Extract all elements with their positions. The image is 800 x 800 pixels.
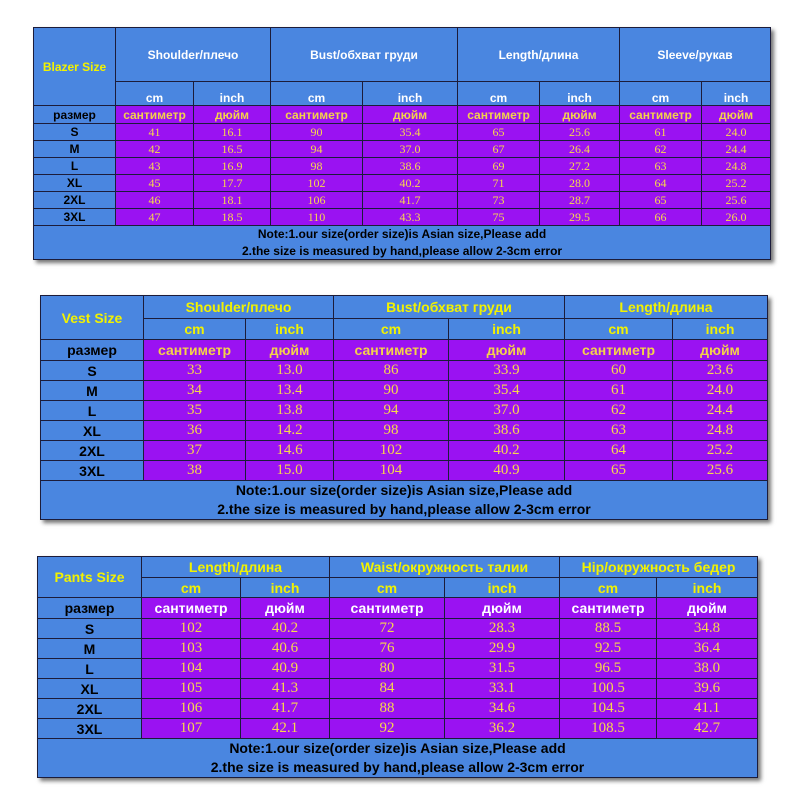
- value-cell: 24.0: [702, 124, 771, 141]
- value-cell: 90: [334, 381, 449, 401]
- unit-inch: inch: [241, 578, 330, 598]
- value-cell: 28.7: [540, 192, 620, 209]
- size-note: [38, 739, 758, 778]
- value-cell: 18.1: [194, 192, 271, 209]
- value-cell: 100.5: [560, 679, 657, 699]
- value-cell: 35: [144, 401, 246, 421]
- unit-cm: cm: [144, 319, 246, 340]
- table-row: [38, 619, 758, 639]
- value-cell: 13.8: [246, 401, 334, 421]
- value-cell: 66: [620, 209, 702, 226]
- value-cell: 26.0: [702, 209, 771, 226]
- size-label: L: [34, 158, 116, 175]
- unit-cm: cm: [334, 319, 449, 340]
- value-cell: 31.5: [445, 659, 560, 679]
- size-note-line-2: 2.the size is measured by hand,please allow 2-3cm error: [217, 501, 591, 517]
- unit-inch: inch: [702, 82, 771, 106]
- value-cell: 98: [271, 158, 363, 175]
- value-cell: 104: [142, 659, 241, 679]
- value-cell: 103: [142, 639, 241, 659]
- native-unit-cm: сантиметр: [144, 340, 246, 361]
- value-cell: 28.0: [540, 175, 620, 192]
- value-cell: 37.0: [449, 401, 565, 421]
- table-row: [41, 361, 768, 381]
- native-unit-cm: сантиметр: [620, 106, 702, 124]
- table-row: [41, 421, 768, 441]
- size-note-line-1: Note:1.our size(order size)is Asian size,Please add: [229, 740, 566, 757]
- param-header-hip: Hip/окружность бедер: [560, 557, 758, 578]
- value-cell: 106: [142, 699, 241, 719]
- native-unit-inch: дюйм: [363, 106, 458, 124]
- value-cell: 80: [330, 659, 445, 679]
- value-cell: 41.7: [241, 699, 330, 719]
- value-cell: 47: [116, 209, 194, 226]
- size-note-line-2: 2.the size is measured by hand,please allow 2-3cm error: [241, 243, 563, 258]
- value-cell: 34: [144, 381, 246, 401]
- table-size-label: Pants Size: [38, 557, 142, 598]
- value-cell: 40.9: [241, 659, 330, 679]
- native-unit-inch: дюйм: [194, 106, 271, 124]
- value-cell: 23.6: [673, 361, 768, 381]
- param-header-length: Length/длина: [458, 28, 620, 82]
- size-label: 3XL: [41, 461, 144, 481]
- pants-size-table: [37, 556, 758, 778]
- size-note-line-2: 2.the size is measured by hand,please allow 2-3cm error: [210, 759, 585, 775]
- native-unit-inch: дюйм: [673, 340, 768, 361]
- native-unit-cm: сантиметр: [560, 598, 657, 619]
- native-unit-cm: сантиметр: [565, 340, 673, 361]
- native-size-label: размер: [34, 106, 116, 124]
- native-size-label: размер: [41, 340, 144, 361]
- value-cell: 41.3: [241, 679, 330, 699]
- unit-cm: cm: [560, 578, 657, 598]
- blazer-data-rows: [34, 124, 771, 226]
- value-cell: 35.4: [363, 124, 458, 141]
- value-cell: 102: [271, 175, 363, 192]
- size-label: 3XL: [34, 209, 116, 226]
- param-header-bust: Bust/обхват груди: [334, 296, 565, 319]
- value-cell: 36.2: [445, 719, 560, 739]
- size-label: S: [41, 361, 144, 381]
- table-row: [41, 381, 768, 401]
- value-cell: 43.3: [363, 209, 458, 226]
- value-cell: 14.2: [246, 421, 334, 441]
- value-cell: 94: [334, 401, 449, 421]
- unit-inch: inch: [194, 82, 271, 106]
- table-row: [34, 124, 771, 141]
- table-row: [41, 441, 768, 461]
- vest-size-table: [40, 295, 768, 520]
- value-cell: 16.1: [194, 124, 271, 141]
- value-cell: 65: [620, 192, 702, 209]
- native-unit-cm: сантиметр: [458, 106, 540, 124]
- value-cell: 41.7: [363, 192, 458, 209]
- size-label: 3XL: [38, 719, 142, 739]
- value-cell: 33.1: [445, 679, 560, 699]
- table-row: [38, 639, 758, 659]
- native-unit-inch: дюйм: [241, 598, 330, 619]
- value-cell: 63: [620, 158, 702, 175]
- value-cell: 25.2: [673, 441, 768, 461]
- value-cell: 42.1: [241, 719, 330, 739]
- value-cell: 24.8: [702, 158, 771, 175]
- param-header-shoulder: Shoulder/плечо: [116, 28, 271, 82]
- value-cell: 37.0: [363, 141, 458, 158]
- param-header-waist: Waist/окружность талии: [330, 557, 560, 578]
- unit-cm: cm: [116, 82, 194, 106]
- value-cell: 29.5: [540, 209, 620, 226]
- value-cell: 33.9: [449, 361, 565, 381]
- param-header-length: Length/длина: [565, 296, 768, 319]
- param-header-sleeve: Sleeve/рукав: [620, 28, 771, 82]
- value-cell: 37: [144, 441, 246, 461]
- native-unit-cm: сантиметр: [271, 106, 363, 124]
- native-unit-inch: дюйм: [702, 106, 771, 124]
- param-header-length: Length/длина: [142, 557, 330, 578]
- value-cell: 65: [458, 124, 540, 141]
- value-cell: 62: [620, 141, 702, 158]
- value-cell: 18.5: [194, 209, 271, 226]
- size-label: 2XL: [41, 441, 144, 461]
- value-cell: 73: [458, 192, 540, 209]
- size-label: XL: [38, 679, 142, 699]
- native-unit-inch: дюйм: [246, 340, 334, 361]
- value-cell: 29.9: [445, 639, 560, 659]
- value-cell: 46: [116, 192, 194, 209]
- table-size-label: Vest Size: [41, 296, 144, 340]
- unit-cm: cm: [458, 82, 540, 106]
- value-cell: 38.6: [449, 421, 565, 441]
- size-label: M: [41, 381, 144, 401]
- value-cell: 34.6: [445, 699, 560, 719]
- value-cell: 43: [116, 158, 194, 175]
- table-row: [34, 158, 771, 175]
- value-cell: 61: [620, 124, 702, 141]
- table-row: [41, 401, 768, 421]
- value-cell: 60: [565, 361, 673, 381]
- value-cell: 86: [334, 361, 449, 381]
- value-cell: 13.0: [246, 361, 334, 381]
- native-unit-inch: дюйм: [540, 106, 620, 124]
- value-cell: 72: [330, 619, 445, 639]
- unit-inch: inch: [540, 82, 620, 106]
- value-cell: 24.0: [673, 381, 768, 401]
- value-cell: 67: [458, 141, 540, 158]
- value-cell: 33: [144, 361, 246, 381]
- value-cell: 41.1: [657, 699, 758, 719]
- value-cell: 88.5: [560, 619, 657, 639]
- size-note: [34, 226, 771, 260]
- native-unit-cm: сантиметр: [142, 598, 241, 619]
- value-cell: 24.8: [673, 421, 768, 441]
- unit-inch: inch: [673, 319, 768, 340]
- native-unit-inch: дюйм: [657, 598, 758, 619]
- unit-cm: cm: [330, 578, 445, 598]
- table-row: [34, 192, 771, 209]
- value-cell: 38.0: [657, 659, 758, 679]
- value-cell: 92.5: [560, 639, 657, 659]
- value-cell: 64: [565, 441, 673, 461]
- value-cell: 106: [271, 192, 363, 209]
- value-cell: 65: [565, 461, 673, 481]
- table-row: [38, 659, 758, 679]
- unit-cm: cm: [565, 319, 673, 340]
- value-cell: 61: [565, 381, 673, 401]
- value-cell: 69: [458, 158, 540, 175]
- native-size-label: размер: [38, 598, 142, 619]
- unit-cm: cm: [271, 82, 363, 106]
- value-cell: 98: [334, 421, 449, 441]
- value-cell: 40.2: [363, 175, 458, 192]
- param-header-bust: Bust/обхват груди: [271, 28, 458, 82]
- value-cell: 17.7: [194, 175, 271, 192]
- table-row: [34, 141, 771, 158]
- value-cell: 39.6: [657, 679, 758, 699]
- value-cell: 105: [142, 679, 241, 699]
- value-cell: 63: [565, 421, 673, 441]
- value-cell: 38: [144, 461, 246, 481]
- table-row: [38, 679, 758, 699]
- native-unit-cm: сантиметр: [334, 340, 449, 361]
- native-unit-cm: сантиметр: [330, 598, 445, 619]
- value-cell: 41: [116, 124, 194, 141]
- value-cell: 76: [330, 639, 445, 659]
- value-cell: 13.4: [246, 381, 334, 401]
- value-cell: 90: [271, 124, 363, 141]
- value-cell: 71: [458, 175, 540, 192]
- unit-inch: inch: [449, 319, 565, 340]
- table-row: [38, 699, 758, 719]
- size-label: L: [41, 401, 144, 421]
- value-cell: 88: [330, 699, 445, 719]
- table-row: [41, 461, 768, 481]
- value-cell: 96.5: [560, 659, 657, 679]
- size-label: 2XL: [34, 192, 116, 209]
- size-label: XL: [34, 175, 116, 192]
- value-cell: 107: [142, 719, 241, 739]
- value-cell: 25.2: [702, 175, 771, 192]
- value-cell: 45: [116, 175, 194, 192]
- table-row: [38, 719, 758, 739]
- value-cell: 40.2: [241, 619, 330, 639]
- value-cell: 24.4: [673, 401, 768, 421]
- native-unit-cm: сантиметр: [116, 106, 194, 124]
- unit-cm: cm: [142, 578, 241, 598]
- unit-inch: inch: [657, 578, 758, 598]
- value-cell: 110: [271, 209, 363, 226]
- value-cell: 14.6: [246, 441, 334, 461]
- value-cell: 102: [334, 441, 449, 461]
- vest-data-rows: [41, 361, 768, 481]
- value-cell: 26.4: [540, 141, 620, 158]
- value-cell: 25.6: [702, 192, 771, 209]
- value-cell: 27.2: [540, 158, 620, 175]
- size-label: S: [34, 124, 116, 141]
- value-cell: 42: [116, 141, 194, 158]
- value-cell: 104.5: [560, 699, 657, 719]
- value-cell: 28.3: [445, 619, 560, 639]
- value-cell: 16.9: [194, 158, 271, 175]
- blazer-size-table: [33, 27, 771, 260]
- value-cell: 36.4: [657, 639, 758, 659]
- value-cell: 25.6: [673, 461, 768, 481]
- value-cell: 25.6: [540, 124, 620, 141]
- size-label: S: [38, 619, 142, 639]
- value-cell: 92: [330, 719, 445, 739]
- value-cell: 40.6: [241, 639, 330, 659]
- value-cell: 40.9: [449, 461, 565, 481]
- size-label: M: [38, 639, 142, 659]
- table-size-label: Blazer Size: [34, 28, 116, 106]
- size-label: L: [38, 659, 142, 679]
- value-cell: 15.0: [246, 461, 334, 481]
- unit-cm: cm: [620, 82, 702, 106]
- value-cell: 42.7: [657, 719, 758, 739]
- native-unit-inch: дюйм: [449, 340, 565, 361]
- size-note-line-1: Note:1.our size(order size)is Asian size,Please add: [257, 227, 547, 242]
- value-cell: 16.5: [194, 141, 271, 158]
- unit-inch: inch: [246, 319, 334, 340]
- native-unit-inch: дюйм: [445, 598, 560, 619]
- unit-inch: inch: [363, 82, 458, 106]
- value-cell: 24.4: [702, 141, 771, 158]
- size-note-line-1: Note:1.our size(order size)is Asian size,Please add: [235, 482, 573, 499]
- value-cell: 94: [271, 141, 363, 158]
- value-cell: 104: [334, 461, 449, 481]
- size-label: M: [34, 141, 116, 158]
- size-note: [41, 481, 768, 520]
- table-row: [34, 209, 771, 226]
- table-row: [34, 175, 771, 192]
- value-cell: 102: [142, 619, 241, 639]
- value-cell: 38.6: [363, 158, 458, 175]
- unit-inch: inch: [445, 578, 560, 598]
- pants-data-rows: [38, 619, 758, 739]
- value-cell: 75: [458, 209, 540, 226]
- param-header-shoulder: Shoulder/плечо: [144, 296, 334, 319]
- value-cell: 108.5: [560, 719, 657, 739]
- value-cell: 34.8: [657, 619, 758, 639]
- value-cell: 40.2: [449, 441, 565, 461]
- size-label: 2XL: [38, 699, 142, 719]
- value-cell: 62: [565, 401, 673, 421]
- value-cell: 35.4: [449, 381, 565, 401]
- value-cell: 84: [330, 679, 445, 699]
- value-cell: 64: [620, 175, 702, 192]
- size-label: XL: [41, 421, 144, 441]
- value-cell: 36: [144, 421, 246, 441]
